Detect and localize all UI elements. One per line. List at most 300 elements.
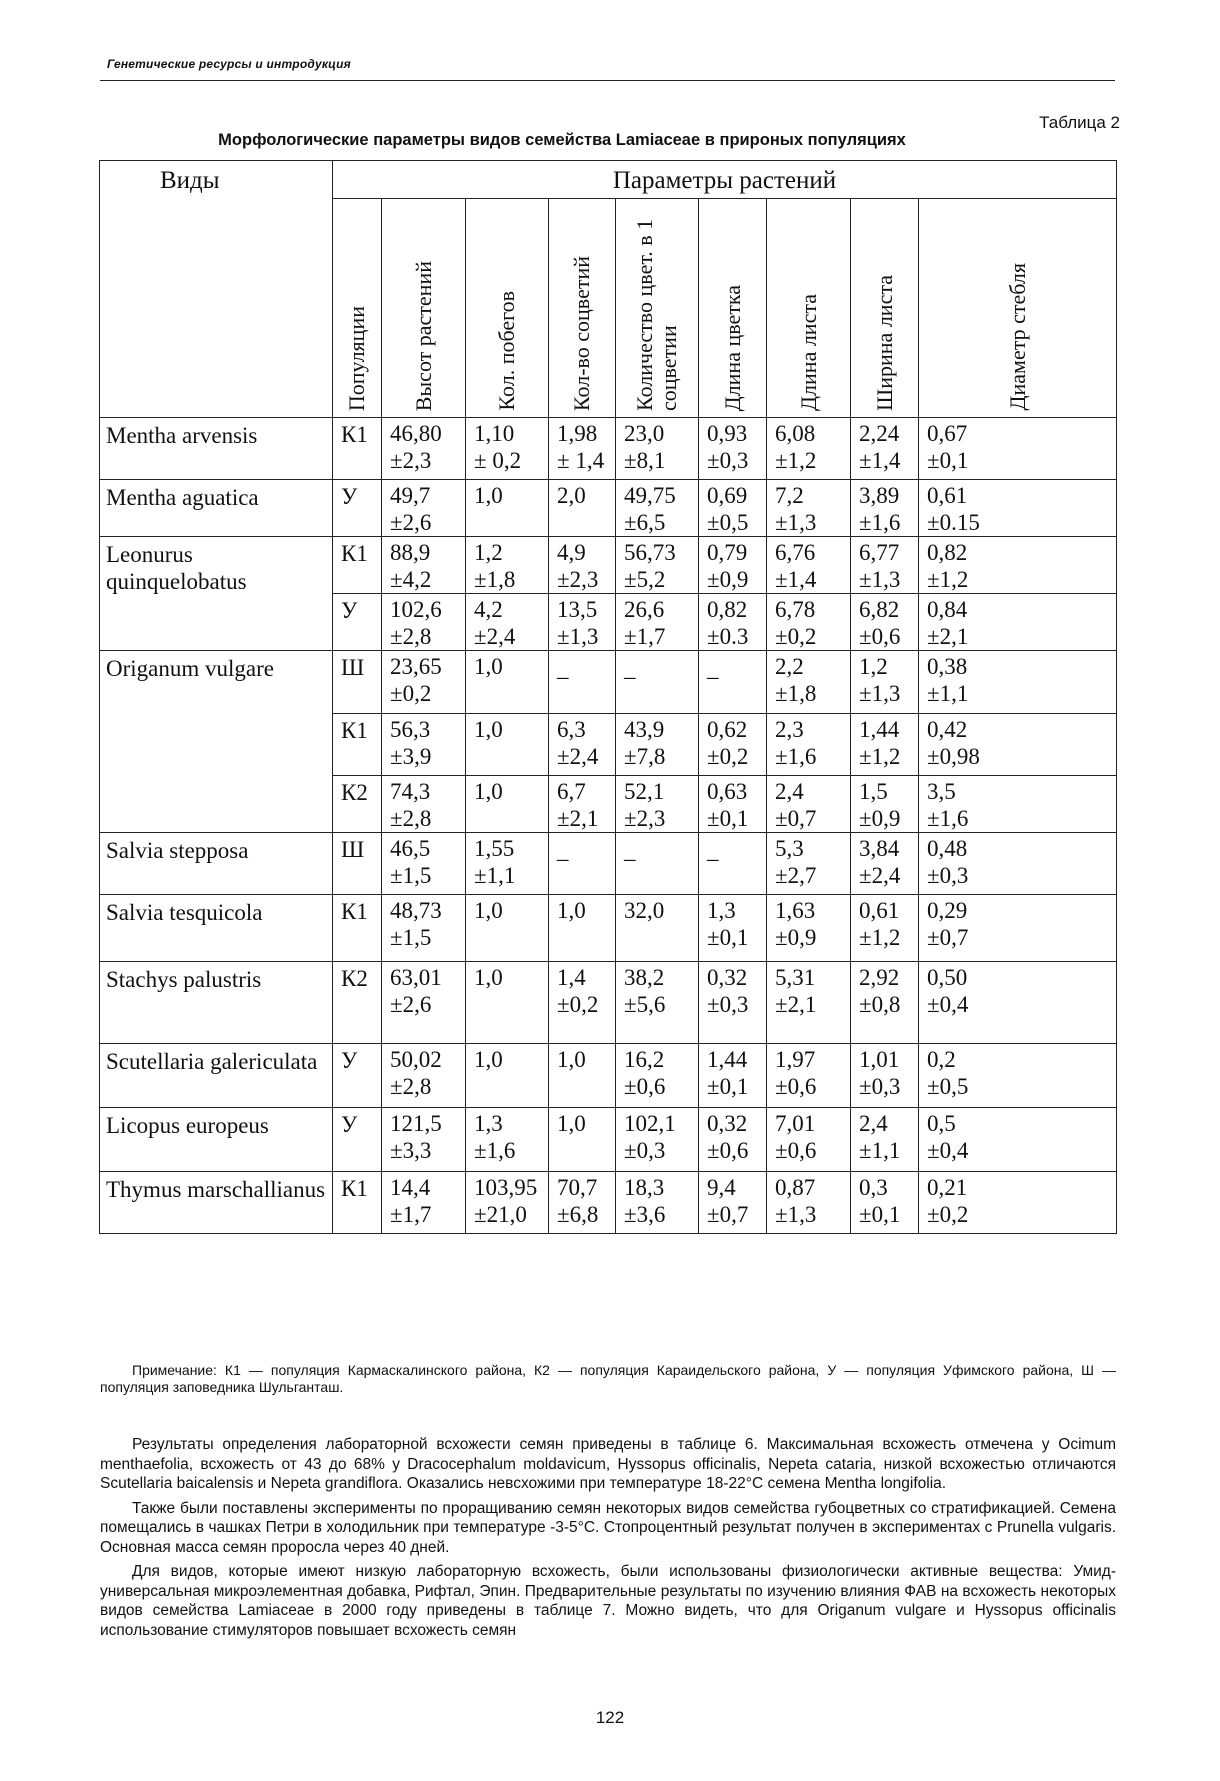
mean-value: 0,50: [927, 965, 968, 990]
value-cell: [851, 1044, 919, 1108]
value-cell: [919, 776, 1117, 833]
error-value: ±2,7: [775, 863, 817, 888]
error-value: ±0,3: [707, 448, 749, 473]
value-cell: [767, 833, 851, 895]
column-header-label: Количество цвет. в 1 соцветии: [632, 218, 681, 411]
value-cell: [699, 962, 767, 1044]
value-cell: [919, 1108, 1117, 1172]
mean-value: 7,01: [775, 1111, 816, 1136]
paragraph: Для видов, которые имеют низкую лабораторную всхожесть, были использованы физиологически активные вещества: Умид-универсальная микроэлементная добавка, Рифтал, Эпин. Предварительные результаты по изучению влияния ФАВ на всхожесть некоторых видов семейства Lamiaceae в 2000 году приведены в таблице 7. Можно видеть, что для Origanum vulgare и Hyssopus officinalis использование стимуляторов повышает всхожесть семян: [100, 1563, 1116, 1639]
population-cell: У: [333, 1108, 382, 1172]
mean-value: 88,9: [390, 540, 431, 565]
mean-value: 121,5: [390, 1111, 442, 1136]
table-row: [100, 895, 1117, 962]
column-header: [767, 199, 851, 418]
mean-value: 0,62: [707, 717, 748, 742]
error-value: ±0,5: [707, 510, 749, 535]
value-cell: [549, 776, 616, 833]
population-cell: К1: [333, 1172, 382, 1234]
value-cell: [382, 537, 466, 594]
value-cell: [851, 776, 919, 833]
error-value: ±0,1: [927, 448, 969, 473]
mean-value: 1,63: [775, 898, 816, 923]
value-cell: [466, 594, 549, 651]
error-value: ±1,3: [775, 510, 817, 535]
mean-value: 23,0: [624, 421, 665, 446]
value-cell: [919, 537, 1117, 594]
value-cell: [616, 1044, 699, 1108]
mean-value: 102,6: [390, 597, 442, 622]
mean-value: 0,61: [859, 898, 900, 923]
error-value: ±0,9: [775, 925, 817, 950]
mean-value: 32,0: [624, 898, 665, 923]
mean-value: –: [707, 846, 719, 871]
body-text: [100, 1435, 1116, 1645]
error-value: ±1,6: [775, 744, 817, 769]
mean-value: 14,4: [390, 1175, 431, 1200]
value-cell: [767, 418, 851, 480]
value-cell: [699, 480, 767, 537]
error-value: ±0,2: [775, 624, 817, 649]
mean-value: 1,3: [474, 1111, 503, 1136]
value-cell: [919, 895, 1117, 962]
value-cell: [382, 776, 466, 833]
error-value: ±0,6: [775, 1138, 817, 1163]
value-cell: [616, 895, 699, 962]
error-value: ±1,5: [390, 863, 432, 888]
value-cell: [919, 418, 1117, 480]
value-cell: [699, 833, 767, 895]
value-cell: [466, 1044, 549, 1108]
value-cell: [851, 594, 919, 651]
value-cell: [616, 537, 699, 594]
error-value: ±0,6: [775, 1074, 817, 1099]
column-header: [699, 199, 767, 418]
population-cell: К1: [333, 895, 382, 962]
mean-value: 26,6: [624, 597, 665, 622]
mean-value: 1,01: [859, 1047, 900, 1072]
value-cell: [466, 1108, 549, 1172]
error-value: ±3,3: [390, 1138, 432, 1163]
error-value: ±1,1: [474, 863, 516, 888]
value-cell: [767, 962, 851, 1044]
value-cell: [382, 1044, 466, 1108]
mean-value: 2,24: [859, 421, 900, 446]
error-value: ±0,2: [390, 681, 432, 706]
mean-value: 1,0: [474, 654, 503, 679]
mean-value: 46,80: [390, 421, 442, 446]
mean-value: 46,5: [390, 836, 431, 861]
mean-value: 6,78: [775, 597, 816, 622]
value-cell: [616, 714, 699, 776]
value-cell: [767, 714, 851, 776]
error-value: ±2,8: [390, 1074, 432, 1099]
value-cell: [699, 594, 767, 651]
value-cell: [616, 594, 699, 651]
value-cell: [466, 480, 549, 537]
value-cell: [919, 480, 1117, 537]
error-value: ±1,3: [557, 624, 599, 649]
mean-value: 6,76: [775, 540, 816, 565]
column-header: [549, 199, 616, 418]
error-value: ± 1,4: [557, 448, 605, 473]
mean-value: –: [557, 664, 569, 689]
mean-value: 70,7: [557, 1175, 598, 1200]
mean-value: 16,2: [624, 1047, 665, 1072]
error-value: ±1,2: [775, 448, 817, 473]
error-value: ±2,6: [390, 992, 432, 1017]
mean-value: 3,89: [859, 483, 900, 508]
mean-value: 4,9: [557, 540, 586, 565]
mean-value: 0,42: [927, 717, 968, 742]
mean-value: 50,02: [390, 1047, 442, 1072]
mean-value: 43,9: [624, 717, 665, 742]
mean-value: –: [707, 664, 719, 689]
value-cell: [699, 1108, 767, 1172]
error-value: ±0,6: [624, 1074, 666, 1099]
population-cell: Ш: [333, 833, 382, 895]
error-value: ±0.15: [927, 510, 980, 535]
value-cell: [616, 418, 699, 480]
column-header-label: Ширина листа: [871, 275, 897, 411]
value-cell: [466, 962, 549, 1044]
error-value: ±2,6: [390, 510, 432, 535]
value-cell: [466, 895, 549, 962]
value-cell: [616, 1108, 699, 1172]
mean-value: 0,29: [927, 898, 968, 923]
value-cell: [699, 651, 767, 714]
mean-value: 2,2: [775, 654, 804, 679]
value-cell: [851, 833, 919, 895]
species-cell: Mentha arvensis: [100, 418, 333, 480]
table-body: [100, 418, 1117, 1234]
value-cell: [382, 418, 466, 480]
error-value: ±6,8: [557, 1202, 599, 1227]
value-cell: [851, 651, 919, 714]
error-value: ±2,3: [557, 567, 599, 592]
value-cell: [851, 962, 919, 1044]
value-cell: [699, 895, 767, 962]
error-value: ±2,3: [624, 806, 666, 831]
value-cell: [919, 651, 1117, 714]
error-value: ±1,1: [859, 1138, 901, 1163]
value-cell: [919, 962, 1117, 1044]
error-value: ±0,98: [927, 744, 980, 769]
value-cell: [549, 418, 616, 480]
value-cell: [851, 1172, 919, 1234]
error-value: ±1,2: [927, 567, 969, 592]
error-value: ±4,2: [390, 567, 432, 592]
value-cell: [466, 714, 549, 776]
mean-value: 1,0: [474, 1047, 503, 1072]
mean-value: 1,0: [474, 898, 503, 923]
mean-value: 0,38: [927, 654, 968, 679]
mean-value: 0,3: [859, 1175, 888, 1200]
error-value: ±1,5: [390, 925, 432, 950]
mean-value: 1,0: [557, 1047, 586, 1072]
mean-value: 102,1: [624, 1111, 676, 1136]
mean-value: 2,4: [859, 1111, 888, 1136]
error-value: ±0,9: [707, 567, 749, 592]
error-value: ±21,0: [474, 1202, 527, 1227]
species-cell: Stachys palustris: [100, 962, 333, 1044]
error-value: ±0,7: [775, 806, 817, 831]
mean-value: 0,21: [927, 1175, 968, 1200]
error-value: ±0,1: [859, 1202, 901, 1227]
header-rule: [100, 80, 1115, 81]
mean-value: 0,82: [707, 597, 748, 622]
error-value: ±1,7: [624, 624, 666, 649]
error-value: ±0,6: [707, 1138, 749, 1163]
column-header-label: Кол-во соцветий: [569, 255, 594, 411]
error-value: ±0,7: [707, 1202, 749, 1227]
value-cell: [382, 714, 466, 776]
mean-value: 52,1: [624, 779, 665, 804]
species-cell: Licopus europeus: [100, 1108, 333, 1172]
header-species: Виды: [100, 161, 333, 418]
population-cell: У: [333, 480, 382, 537]
value-cell: [549, 1172, 616, 1234]
error-value: ±1,7: [390, 1202, 432, 1227]
value-cell: [549, 537, 616, 594]
mean-value: 1,2: [859, 654, 888, 679]
mean-value: 2,4: [775, 779, 804, 804]
error-value: ±1,1: [927, 681, 969, 706]
paragraph: Также были поставлены эксперименты по проращиванию семян некоторых видов семейства губоцветных со стратификацией. Семена помещались в чашках Петри в холодильник при температуре -3-5°С. Стопроцентный результат получен в экспериментах с Prunella vulgaris. Основная масса семян проросла через 40 дней.: [100, 1499, 1116, 1556]
value-cell: [466, 833, 549, 895]
error-value: ±3,9: [390, 744, 432, 769]
error-value: ±6,5: [624, 510, 666, 535]
population-cell: У: [333, 1044, 382, 1108]
error-value: ±1,3: [859, 567, 901, 592]
error-value: ±1,6: [474, 1138, 516, 1163]
value-cell: [919, 714, 1117, 776]
mean-value: 18,3: [624, 1175, 665, 1200]
mean-value: 0,82: [927, 540, 968, 565]
error-value: ±0,2: [557, 992, 599, 1017]
table-row: [100, 537, 1117, 594]
value-cell: [851, 418, 919, 480]
value-cell: [767, 895, 851, 962]
value-cell: [382, 651, 466, 714]
error-value: ±0,8: [859, 992, 901, 1017]
mean-value: 74,3: [390, 779, 431, 804]
value-cell: [851, 714, 919, 776]
value-cell: [699, 1044, 767, 1108]
mean-value: 0,87: [775, 1175, 816, 1200]
table-row: [100, 651, 1117, 714]
mean-value: 1,3: [707, 898, 736, 923]
mean-value: 1,0: [474, 965, 503, 990]
table-row: [100, 1044, 1117, 1108]
mean-value: 1,0: [557, 1111, 586, 1136]
mean-value: 49,75: [624, 483, 676, 508]
mean-value: 1,55: [474, 836, 515, 861]
value-cell: [767, 651, 851, 714]
value-cell: [851, 537, 919, 594]
table-title: Морфологические параметры видов семейства Lamiaceae в прироных популяциях: [218, 131, 906, 149]
table-note: Примечание: К1 — популяция Кармаскалинского района, К2 — популяция Караидельского района, У — популяция Уфимского района, Ш — популяция заповедника Шульганташ.: [100, 1362, 1116, 1395]
value-cell: [767, 594, 851, 651]
mean-value: –: [624, 846, 636, 871]
value-cell: [616, 1172, 699, 1234]
mean-value: 56,73: [624, 540, 676, 565]
population-cell: К2: [333, 776, 382, 833]
table-row: [100, 1108, 1117, 1172]
mean-value: 2,0: [557, 483, 586, 508]
value-cell: [919, 1044, 1117, 1108]
mean-value: 56,3: [390, 717, 431, 742]
value-cell: [616, 962, 699, 1044]
value-cell: [466, 651, 549, 714]
mean-value: 6,7: [557, 779, 586, 804]
error-value: ±0,3: [707, 992, 749, 1017]
column-header-label: Высот растений: [410, 260, 436, 411]
mean-value: 0,93: [707, 421, 748, 446]
mean-value: 0,69: [707, 483, 748, 508]
mean-value: –: [624, 664, 636, 689]
mean-value: 3,5: [927, 779, 956, 804]
species-cell: Origanum vulgare: [100, 651, 333, 833]
mean-value: –: [557, 846, 569, 871]
column-header-label: Кол. побегов: [494, 291, 519, 411]
species-cell: Scutellaria galericulata: [100, 1044, 333, 1108]
value-cell: [616, 651, 699, 714]
population-cell: К1: [333, 537, 382, 594]
mean-value: 23,65: [390, 654, 442, 679]
mean-value: 1,10: [474, 421, 515, 446]
mean-value: 5,31: [775, 965, 816, 990]
population-cell: У: [333, 594, 382, 651]
error-value: ±2,4: [474, 624, 516, 649]
table-label: Таблица 2: [1039, 113, 1120, 132]
error-value: ±0,4: [927, 992, 969, 1017]
mean-value: 0,2: [927, 1047, 956, 1072]
species-cell: Salvia tesquicola: [100, 895, 333, 962]
value-cell: [616, 833, 699, 895]
value-cell: [549, 962, 616, 1044]
error-value: ±3,6: [624, 1202, 666, 1227]
error-value: ±1,8: [775, 681, 817, 706]
column-header-label: Популяции: [344, 305, 369, 411]
value-cell: [382, 833, 466, 895]
error-value: ±0,3: [624, 1138, 666, 1163]
mean-value: 6,77: [859, 540, 900, 565]
paragraph: Результаты определения лабораторной всхожести семян приведены в таблице 6. Максимальная всхожесть отмечена у Ocimum menthaefolia, всхожесть от 43 до 68% у Dracocephalum moldavicum, Hyssopus officinalis, Nepeta cataria, низкой всхожестью отличаются Scutellaria baicalensis и Nepeta grandiflora. Оказались невсхожими при температуре 18-22°С семена Mentha longifolia.: [100, 1436, 1116, 1492]
population-cell: Ш: [333, 651, 382, 714]
value-cell: [382, 1172, 466, 1234]
value-cell: [851, 895, 919, 962]
mean-value: 1,44: [707, 1047, 748, 1072]
error-value: ±1,8: [474, 567, 516, 592]
column-header-label: Длина листа: [795, 294, 821, 411]
error-value: ±0,2: [927, 1202, 969, 1227]
value-cell: [699, 714, 767, 776]
mean-value: 1,44: [859, 717, 900, 742]
value-cell: [699, 776, 767, 833]
value-cell: [549, 895, 616, 962]
column-header: [333, 199, 382, 418]
mean-value: 4,2: [474, 597, 503, 622]
value-cell: [549, 480, 616, 537]
error-value: ± 0,2: [474, 448, 522, 473]
running-header: Генетические ресурсы и интродукция: [107, 57, 351, 71]
value-cell: [699, 1172, 767, 1234]
population-cell: К1: [333, 418, 382, 480]
column-header: [851, 199, 919, 418]
error-value: ±1,4: [859, 448, 901, 473]
error-value: ±0,3: [859, 1074, 901, 1099]
mean-value: 103,95: [474, 1175, 538, 1200]
column-header: [616, 199, 699, 418]
error-value: ±2,8: [390, 624, 432, 649]
mean-value: 0,5: [927, 1111, 956, 1136]
error-value: ±1,3: [775, 1202, 817, 1227]
table-row: [100, 962, 1117, 1044]
value-cell: [767, 1108, 851, 1172]
value-cell: [549, 1044, 616, 1108]
error-value: ±1,6: [927, 806, 969, 831]
value-cell: [699, 418, 767, 480]
mean-value: 1,0: [474, 717, 503, 742]
error-value: ±2,4: [859, 863, 901, 888]
species-cell: Mentha aguatica: [100, 480, 333, 537]
value-cell: [466, 537, 549, 594]
error-value: ±1,3: [859, 681, 901, 706]
value-cell: [382, 962, 466, 1044]
value-cell: [616, 480, 699, 537]
mean-value: 13,5: [557, 597, 598, 622]
mean-value: 5,3: [775, 836, 804, 861]
mean-value: 6,08: [775, 421, 816, 446]
error-value: ±0,6: [859, 624, 901, 649]
value-cell: [767, 480, 851, 537]
mean-value: 1,98: [557, 421, 598, 446]
value-cell: [382, 480, 466, 537]
mean-value: 1,97: [775, 1047, 816, 1072]
mean-value: 1,4: [557, 965, 586, 990]
mean-value: 49,7: [390, 483, 431, 508]
mean-value: 0,32: [707, 1111, 748, 1136]
species-cell: Thymus marschallianus: [100, 1172, 333, 1234]
error-value: ±5,2: [624, 567, 666, 592]
mean-value: 2,92: [859, 965, 900, 990]
mean-value: 1,0: [474, 483, 503, 508]
error-value: ±2,1: [927, 624, 969, 649]
value-cell: [919, 594, 1117, 651]
error-value: ±0,1: [707, 806, 749, 831]
mean-value: 63,01: [390, 965, 442, 990]
value-cell: [767, 537, 851, 594]
value-cell: [549, 714, 616, 776]
mean-value: 48,73: [390, 898, 442, 923]
morphology-table: [99, 160, 1117, 1234]
value-cell: [851, 480, 919, 537]
value-cell: [919, 1172, 1117, 1234]
population-cell: К2: [333, 962, 382, 1044]
mean-value: 1,0: [474, 779, 503, 804]
value-cell: [616, 776, 699, 833]
mean-value: 6,3: [557, 717, 586, 742]
mean-value: 3,84: [859, 836, 900, 861]
table-row: [100, 418, 1117, 480]
error-value: ±1,4: [775, 567, 817, 592]
error-value: ±2,3: [390, 448, 432, 473]
mean-value: 0,84: [927, 597, 968, 622]
mean-value: 0,48: [927, 836, 968, 861]
mean-value: 1,5: [859, 779, 888, 804]
error-value: ±7,8: [624, 744, 666, 769]
